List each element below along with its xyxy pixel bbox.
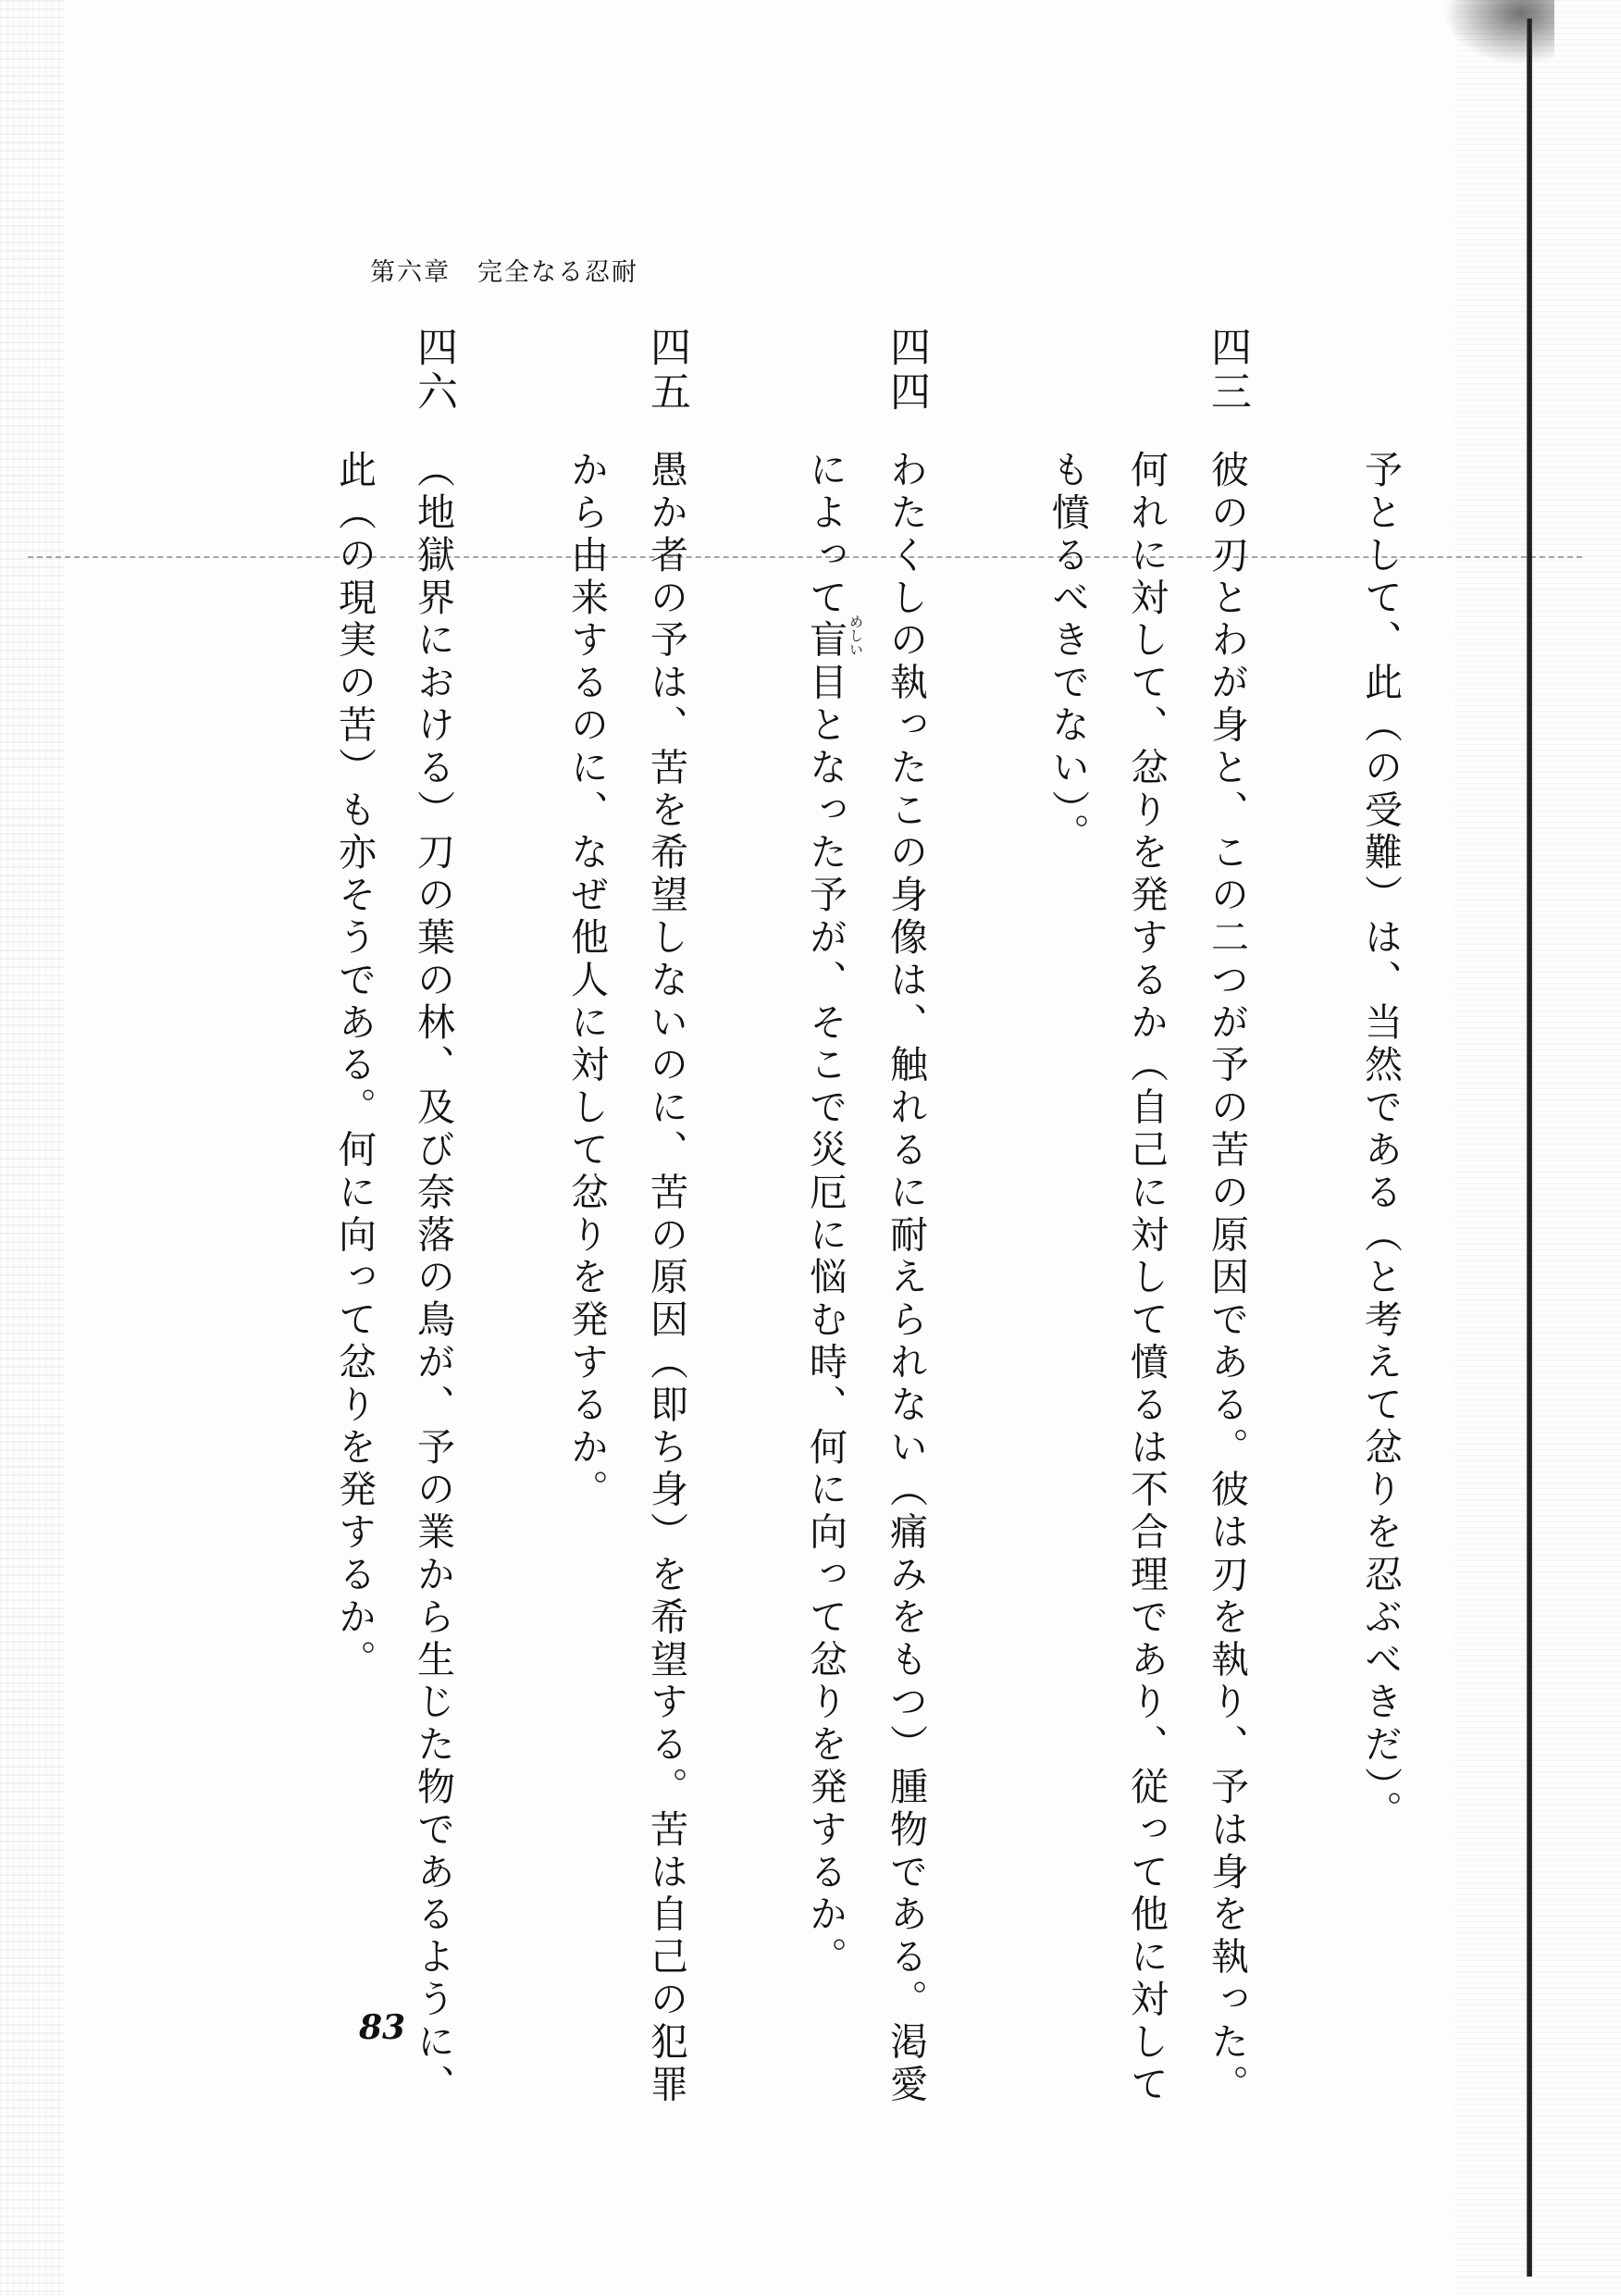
text-column-10: 此（の現実の苦）も亦そうである。何に向って忿りを発するか。 bbox=[332, 450, 377, 1682]
text-column-2: 彼の刃とわが身と、この二つが予の苦の原因である。彼は刃を執り、予は身を執った。 bbox=[1205, 450, 1249, 2107]
text-column-9: （地獄界における）刀の葉の林、及び奈落の鳥が、予の業から生じた物であるように、 bbox=[411, 450, 455, 2107]
spine-shadow bbox=[1443, 0, 1554, 65]
text-column-5: わたくしの執ったこの身像は、触れるに耐えられない（痛みをもつ）腫物である。渇愛 bbox=[884, 450, 928, 2107]
book-spine-line bbox=[1527, 19, 1532, 2277]
text-column-7: 愚か者の予は、苦を希望しないのに、苦の原因（即ち身）を希望する。苦は自己の犯罪 bbox=[644, 450, 688, 2107]
verse-number-46: 四六 bbox=[410, 326, 457, 415]
text-column-3: 何れに対して、忿りを発するか（自己に対して憤るは不合理であり、従って他に対して bbox=[1124, 450, 1169, 2107]
ruby-annotation: めしい bbox=[848, 614, 864, 656]
scan-left-edge bbox=[0, 0, 65, 2296]
text-column-4: も憤るべきでない）。 bbox=[1046, 450, 1090, 856]
text-column-8: から由来するのに、なぜ他人に対して忿りを発するか。 bbox=[564, 450, 609, 1512]
page-number: 83 bbox=[359, 2008, 406, 2047]
verse-number-44: 四四 bbox=[883, 326, 930, 415]
scan-right-edge bbox=[1454, 0, 1621, 2296]
chapter-header: 第六章 完全なる忍耐 bbox=[370, 258, 638, 287]
text-column-1: 予として、此（の受難）は、当然である（と考えて忿りを忍ぶべきだ）。 bbox=[1358, 450, 1403, 1833]
verse-number-45: 四五 bbox=[643, 326, 690, 415]
text-column-6: によって盲目となった予が、そこで災厄に悩む時、何に向って忿りを発するか。 bbox=[803, 450, 848, 1980]
verse-number-43: 四三 bbox=[1204, 326, 1251, 415]
